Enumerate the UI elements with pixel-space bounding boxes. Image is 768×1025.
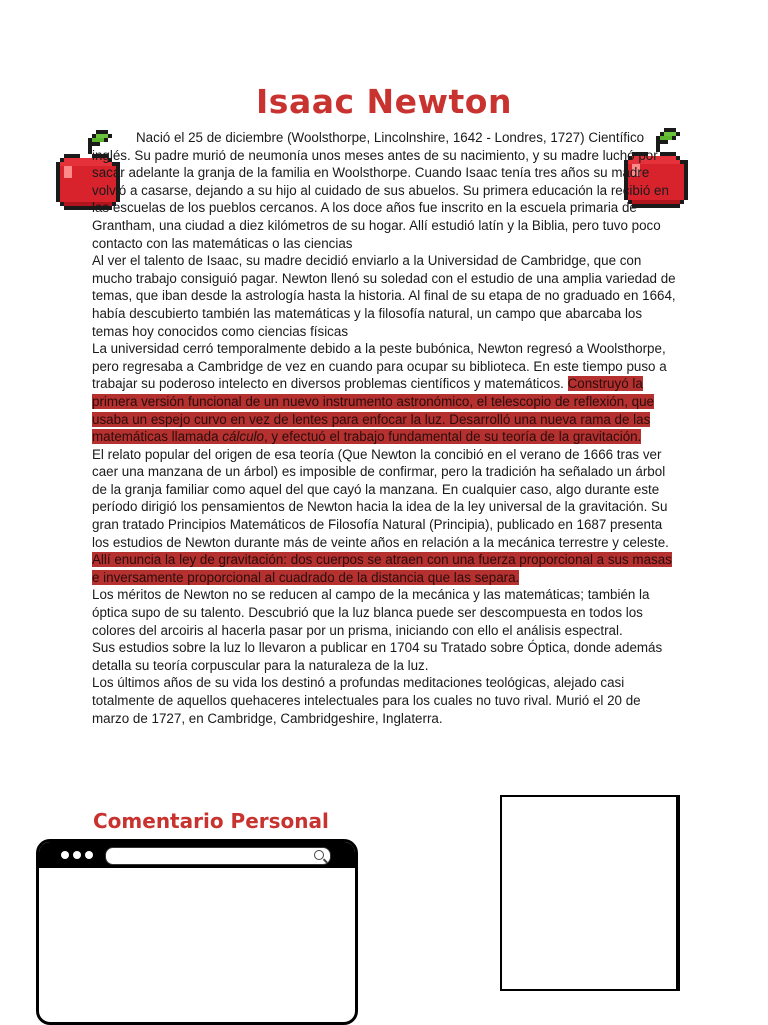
highlight-gravitation: Allí enuncia la ley de gravitación: dos cuerpos se atraen con una fuerza proporcional a sus masas e inversamente proporcional al cuadrado de la distancia que las separa. — [92, 552, 672, 585]
window-dot-icon — [61, 851, 69, 859]
paragraph-5: Los méritos de Newton no se reducen al campo de la mecánica y las matemáticas; también la óptica supo de su talento. Descubrió que la luz blanca puede ser descompuesta en todos los colores del arcoiris al hacerla pasar por un prisma, iniciando con ello el análisis espectral. — [92, 587, 650, 638]
browser-search-bar[interactable] — [105, 847, 331, 865]
paragraph-4: El relato popular del origen de esa teoría (Que Newton la concibió en el verano de 1666 tras ver caer una manzana de un árbol) es imposible de confirmar, pero la tradición ha señalado un árbol de la granja familiar como aquel del que cayó la manzana. En cualquier caso, algo durante este período dirigió los pensamientos de Newton hacia la idea de la ley universal de la gravitación. Su gran tratado Principios Matemáticos de Filosofía Natural (Principia), publicado en 1687 presenta los estudios de Newton durante más de veinte años en relación a la mecánica terrestre y celeste. Allí enuncia la ley de gravitación: dos cuerpos se atraen con una fuerza proporcional a sus masas e inversamente proporcional al cuadrado de la distancia que las separa. — [92, 446, 672, 585]
image-frame — [500, 795, 680, 991]
window-dot-icon — [73, 851, 81, 859]
page-title: Isaac Newton — [256, 82, 512, 121]
paragraph-1: Nació el 25 de diciembre (Woolsthorpe, Lincolnshire, 1642 - Londres, 1727) Científico inglés. Su padre murió de neumonía unos meses antes de su nacimiento, y su madre luchó por sacar adelante la granja de la familia en Woolsthorpe. Cuando Isaac tenía tres años su madre volvió a casarse, dejando a su hijo al cuidado de sus abuelos. Su primera educación la recibió en las escuelas de los pueblos cercanos. A los doce años fue inscrito en la escuela primaria de Grantham, una ciudad a diez kilómetros de su hogar. Allí estudió latín y la Biblia, pero tuvo poco contacto con las matemáticas o las ciencias — [92, 130, 669, 251]
paragraph-2: Al ver el talento de Isaac, su madre decidió enviarlo a la Universidad de Cambridge, que con mucho trabajo consiguió pagar. Newton llenó su soledad con el estudio de una amplia variedad de temas, que iban desde la astrología hasta la historia. Al final de su etapa de no graduado en 1664, había descubierto también las matemáticas y la filosofía natural, un campo que abarcaba los temas hoy conocidos como ciencias físicas — [92, 253, 676, 339]
comment-browser-window — [36, 839, 358, 1025]
browser-toolbar — [39, 842, 355, 868]
paragraph-3: La universidad cerró temporalmente debido a la peste bubónica, Newton regresó a Woolsthorpe, pero regresaba a Cambridge de vez en cuando para ocupar su biblioteca. En este tiempo puso a trabajar su poderoso intelecto en diversos problemas científicos y matemáticos. Construyó la primera versión funcional de un nuevo instrumento astronómico, el telescopio de reflexión, que usaba un espejo curvo en vez de lentes para enfocar la luz. Desarrolló una nueva rama de las matemáticas llamada cálculo, y efectuó el trabajo fundamental de su teoría de la gravitación. — [92, 341, 667, 445]
window-dot-icon — [85, 851, 93, 859]
biography-text — [92, 129, 676, 727]
highlight-telescope: Construyó la primera versión funcional de un nuevo instrumento astronómico, el telescopio de reflexión, que usaba un espejo curvo en vez de lentes para enfocar la luz. Desarrolló una nueva rama de las matemáticas llamada cálculo, y efectuó el trabajo fundamental de su teoría de la gravitación. — [92, 376, 654, 445]
personal-comment-heading: Comentario Personal — [93, 809, 329, 833]
paragraph-7: Los últimos años de su vida los destinó a profundas meditaciones teológicas, alejado casi totalmente de aquellos quehaceres intelectuales para los cuales no tuvo rival. Murió el 20 de marzo de 1727, en Cambridge, Cambridgeshire, Inglaterra. — [92, 675, 641, 726]
paragraph-6: Sus estudios sobre la luz lo llevaron a publicar en 1704 su Tratado sobre Óptica, donde además detalla su teoría corpuscular para la naturaleza de la luz. — [92, 640, 663, 673]
search-icon — [314, 850, 324, 860]
comment-area[interactable] — [39, 868, 355, 1018]
